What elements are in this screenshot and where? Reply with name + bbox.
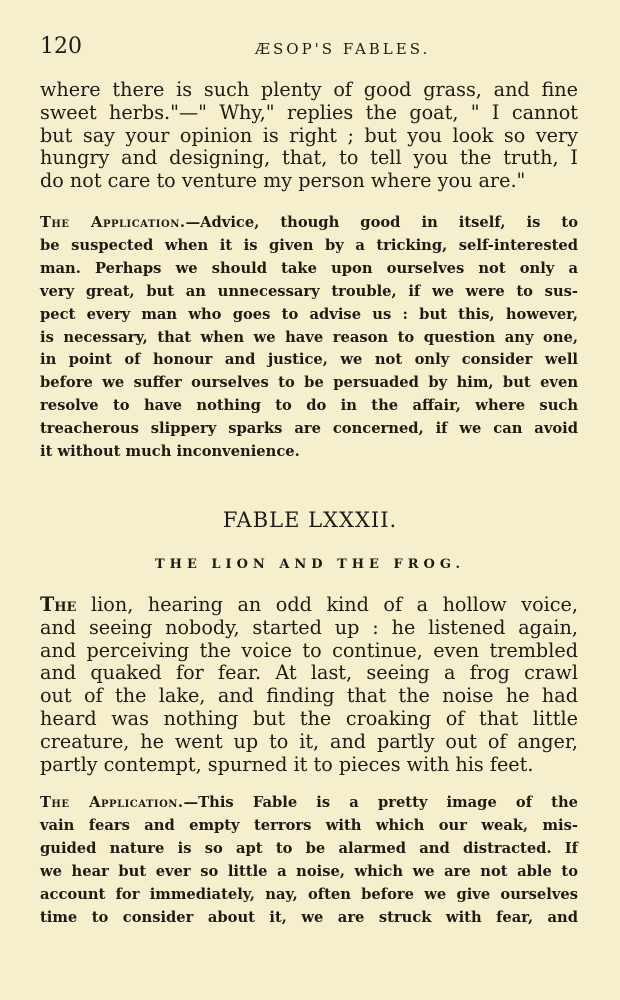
continued-fable-paragraph	[40, 79, 578, 193]
text-fragment: —Advice, though good in itself, is to	[185, 214, 578, 231]
text-line: do not care to venture my person where you are."	[40, 169, 526, 193]
text-line: it without much inconvenience.	[40, 443, 300, 461]
text-line: very great, but an unnecessary trouble, if we were to sus-	[40, 282, 578, 300]
text-fragment: lion, hearing an odd kind of a hollow voice,	[76, 593, 578, 616]
page-number: 120	[40, 34, 82, 59]
application-label: The Application.	[40, 214, 186, 231]
application-paragraph-1	[40, 212, 578, 464]
text-line: partly contempt, spurned it to pieces with his feet.	[40, 752, 534, 776]
running-head: ÆSOP'S FABLES.	[255, 40, 431, 58]
text-line: and quaked for fear. At last, seeing a frog crawl	[40, 661, 578, 685]
text-line: time to consider about it, we are struck with fear, and	[40, 908, 578, 926]
fable-body-paragraph	[40, 594, 578, 776]
lead-word: The	[40, 593, 77, 616]
text-line: we hear but ever so little a noise, which we are not able to	[40, 862, 578, 880]
text-line: creature, he went up to it, and partly out of anger,	[40, 729, 578, 753]
text-line: sweet herbs."—" Why," replies the goat, " I cannot	[40, 100, 578, 124]
text-line: pect every man who goes to advise us : but this, however,	[40, 305, 578, 323]
text-line: and perceiving the voice to continue, even trembled	[40, 638, 578, 662]
text-line: is necessary, that when we have reason to question any one,	[40, 328, 578, 346]
text-line: out of the lake, and finding that the noise he had	[40, 684, 578, 708]
text-line	[40, 212, 578, 235]
text-line: vain fears and empty terrors with which our weak, mis-	[40, 816, 578, 834]
fable-subtitle: THE LION AND THE FROG.	[154, 557, 466, 572]
text-line: be suspected when it is given by a tricking, self-interested	[40, 236, 578, 254]
text-line: man. Perhaps we should take upon ourselves not only a	[40, 259, 578, 277]
application-label: The Application.	[40, 794, 184, 811]
text-fragment: —This Fable is a pretty image of the	[183, 794, 578, 811]
text-line	[40, 792, 578, 815]
text-line: before we suffer ourselves to be persuaded by him, but even	[40, 374, 578, 392]
text-line	[40, 594, 578, 617]
text-line: in point of honour and justice, we not only consider well	[40, 351, 578, 369]
application-paragraph-2	[40, 792, 578, 929]
text-line: heard was nothing but the croaking of that little	[40, 706, 578, 730]
text-line: treacherous slippery sparks are concerned, if we can avoid	[40, 420, 578, 438]
text-line: resolve to have nothing to do in the affair, where such	[40, 397, 578, 415]
page-header	[40, 34, 580, 64]
text-line: hungry and designing, that, to tell you the truth, I	[40, 146, 578, 170]
text-line: but say your opinion is right ; but you look so very	[40, 123, 578, 147]
fable-title: FABLE LXXXII.	[222, 508, 398, 532]
text-line: guided nature is so apt to be alarmed and distracted. If	[40, 839, 578, 857]
text-line: where there is such plenty of good grass, and fine	[40, 78, 578, 101]
text-line: and seeing nobody, started up : he listened again,	[40, 615, 578, 639]
text-line: account for immediately, nay, often before we give ourselves	[40, 885, 578, 903]
